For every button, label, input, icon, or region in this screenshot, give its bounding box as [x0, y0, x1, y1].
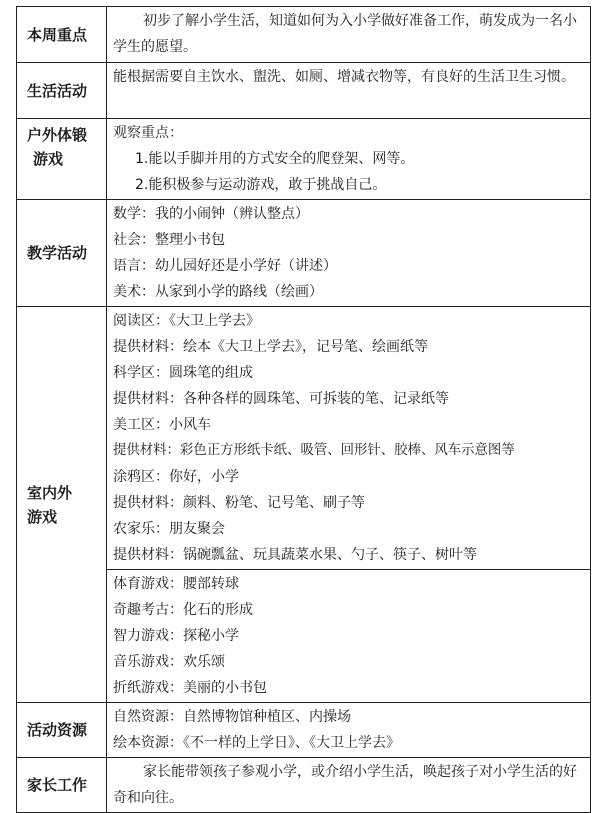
observation-item: 1.能以手脚并用的方式安全的爬登架、网等。: [135, 151, 415, 167]
label-line-2: 游戏: [33, 150, 64, 168]
row-weekly-focus: [17, 7, 591, 63]
row-outdoor-exercise: [17, 119, 591, 200]
row-content: [107, 200, 591, 307]
row-label: [17, 307, 107, 703]
row-label: [17, 703, 107, 758]
materials-item: 提供材料：各种各样的圆珠笔、可拆装的笔、记录纸等: [113, 391, 449, 407]
label-text: 活动资源: [27, 721, 88, 739]
materials-item: 提供材料：彩色正方形纸卡纸、吸管、回形针、胶棒、风车示意图等: [113, 443, 515, 458]
row-games-indoor: [17, 307, 591, 570]
row-content: [107, 63, 591, 119]
row-resources: [17, 703, 591, 758]
game-item: 折纸游戏：美丽的小书包: [113, 680, 267, 696]
game-item: 音乐游戏：欢乐颂: [113, 654, 225, 670]
focus-text: 初步了解小学生活，知道如何为入小学做好准备工作，萌发成为一名小学生的愿望。: [113, 13, 577, 55]
observation-item: 2.能积极参与运动游戏，敢于挑战自己。: [135, 177, 387, 193]
label-line-1: 户外体锻: [27, 126, 88, 144]
materials-item: 提供材料：颜料、粉笔、记号笔、刷子等: [113, 495, 365, 511]
row-label: [17, 7, 107, 63]
game-item: 体育游戏：腰部转球: [113, 576, 239, 592]
observation-heading: 观察重点：: [113, 125, 183, 141]
game-item: 智力游戏：探秘小学: [113, 628, 239, 644]
area-item: 农家乐：朋友聚会: [113, 521, 225, 537]
row-teaching: [17, 200, 591, 307]
row-label: [17, 119, 107, 200]
label-text: 教学活动: [27, 244, 88, 262]
row-parent-work: [17, 758, 591, 813]
row-content: [107, 703, 591, 758]
materials-item: 提供材料：绘本《大卫上学去》，记号笔、绘画纸等: [113, 339, 428, 355]
row-label: [17, 758, 107, 813]
teaching-item: 语言：幼儿园好还是小学好（讲述）: [113, 258, 337, 274]
row-content: [107, 758, 591, 813]
parent-text: 家长能带领孩子参观小学，或介绍小学生活，唤起孩子对小学生活的好奇和向往。: [113, 764, 577, 806]
row-label: [17, 63, 107, 119]
book-resources: 绘本资源：《不一样的上学日》、《大卫上学去》: [113, 735, 400, 751]
label-line-1: 室内外: [27, 483, 73, 502]
teaching-item: 数学：我的小闹钟（辨认整点）: [113, 206, 309, 222]
teaching-item: 美术：从家到小学的路线（绘画）: [113, 284, 323, 300]
label-line-2: 游戏: [27, 507, 58, 526]
row-content: [107, 7, 591, 63]
label-text: 家长工作: [27, 776, 88, 794]
area-item: 阅读区：《大卫上学去》: [113, 313, 260, 329]
game-item: 奇趣考古：化石的形成: [113, 602, 253, 618]
row-label: [17, 200, 107, 307]
area-item: 涂鸦区：你好，小学: [113, 469, 239, 485]
nature-resources: 自然资源：自然博物馆种植区、内操场: [113, 709, 351, 725]
row-daily-life: [17, 63, 591, 119]
teaching-item: 社会：整理小书包: [113, 232, 225, 248]
row-content: [107, 570, 591, 703]
area-item: 科学区：圆珠笔的组成: [113, 365, 253, 381]
materials-item: 提供材料：锅碗瓢盆、玩具蔬菜水果、勺子、筷子、树叶等: [113, 547, 477, 563]
label-text: 生活活动: [27, 81, 88, 100]
area-item: 美工区：小风车: [113, 417, 211, 433]
row-content: [107, 307, 591, 570]
weekly-plan-table: [16, 6, 591, 813]
label-text: 本周重点: [27, 25, 88, 44]
life-text: 能根据需要自主饮水、盥洗、如厕、增减衣物等，有良好的生活卫生习惯。: [113, 69, 575, 85]
row-content: [107, 119, 591, 200]
